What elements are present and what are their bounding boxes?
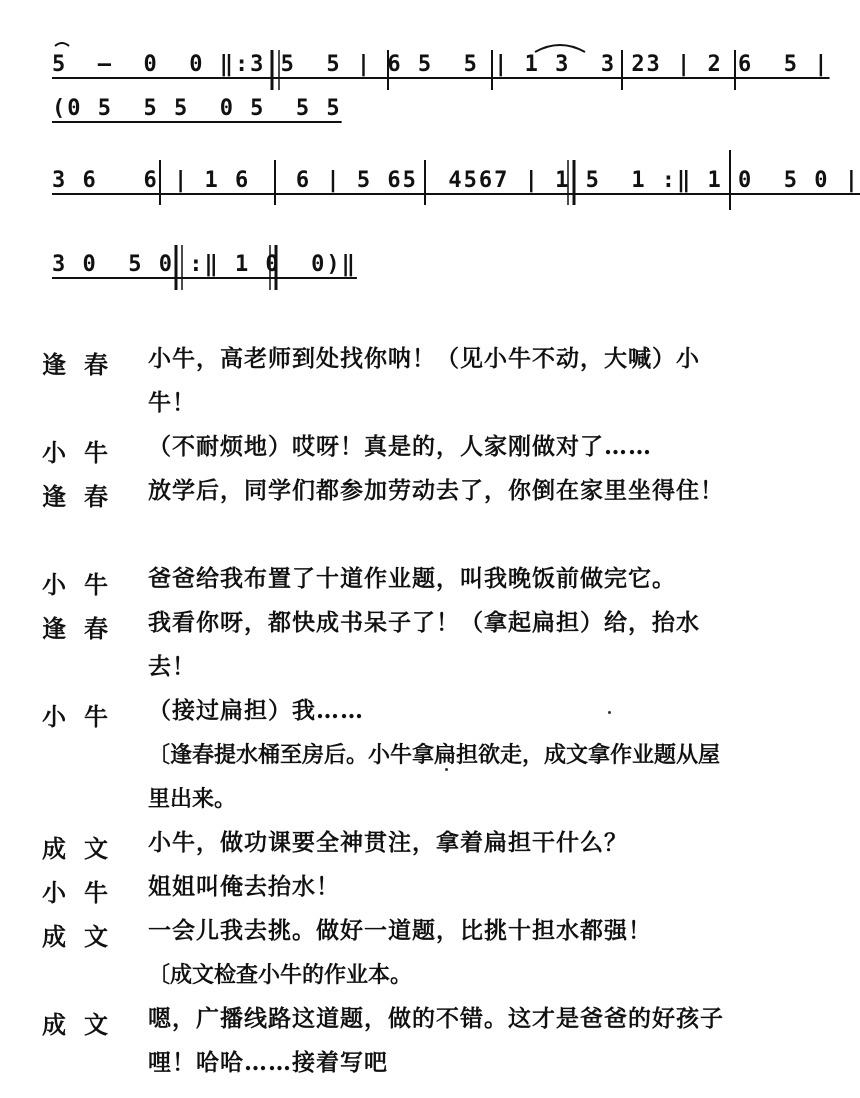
dialogue-text: 小牛，高老师到处找你呐！（见小牛不动，大喊）小牛！ xyxy=(148,345,700,416)
stage-direction: 〔成文检查小牛的作业本。 xyxy=(148,962,413,988)
score-line-1: 5 — 0 0 ‖:3 5 5 | 6 5 5 | 1 3 3 23 | 2 6 5 | xyxy=(52,52,830,77)
dialogue-text: （不耐烦地）哎呀！真是的，人家刚做对了…… xyxy=(148,433,652,460)
dialogue-text: （接过扁担）我…… xyxy=(148,697,364,724)
speaker-name: 小牛 xyxy=(42,570,126,599)
dialogue-text: 一会儿我去挑。做好一道题，比挑十担水都强！ xyxy=(148,917,652,944)
speaker-name: 逢春 xyxy=(42,614,126,643)
speaker-name: 成文 xyxy=(42,922,126,951)
score-line-2: (0 5 5 5 0 5 5 5 xyxy=(52,96,342,121)
dialogue-text: 爸爸给我布置了十道作业题，叫我晚饭前做完它。 xyxy=(148,565,676,592)
speaker-name: 小牛 xyxy=(42,702,126,731)
speaker-name: 逢春 xyxy=(42,482,126,511)
stage-direction: 〔逢春提水桶至房后。小牛拿扁担欲走，成文拿作业题从屋里出来。 xyxy=(148,742,721,812)
speaker-name: 成文 xyxy=(42,834,126,863)
dialogue-text: 嗯，广播线路这道题，做的不错。这才是爸爸的好孩子哩！哈哈……接着写吧 xyxy=(148,1005,724,1076)
speck xyxy=(608,711,611,714)
speck xyxy=(445,768,448,771)
speaker-name: 小牛 xyxy=(42,438,126,467)
dialogue-text: 小牛，做功课要全神贯注，拿着扁担干什么？ xyxy=(148,829,628,856)
speaker-name: 小牛 xyxy=(42,878,126,907)
speaker-name: 成文 xyxy=(42,1010,126,1039)
score-line-3: 3 6 6 | 1 6 6 | 5 65 4567 | 1 5 1 :‖ 1 0 5 0 | xyxy=(52,168,860,193)
dialogue-text: 放学后，同学们都参加劳动去了，你倒在家里坐得住！ xyxy=(148,477,724,504)
jianpu-score xyxy=(0,0,860,320)
speaker-name: 逢春 xyxy=(42,350,126,379)
dialogue-text: 姐姐叫俺去抬水！ xyxy=(148,873,340,900)
dialogue-text: 我看你呀，都快成书呆子了！（拿起扁担）给，抬水去！ xyxy=(148,609,700,680)
score-line-4: 3 0 5 0 :‖ 1 0 0)‖ xyxy=(52,252,357,277)
